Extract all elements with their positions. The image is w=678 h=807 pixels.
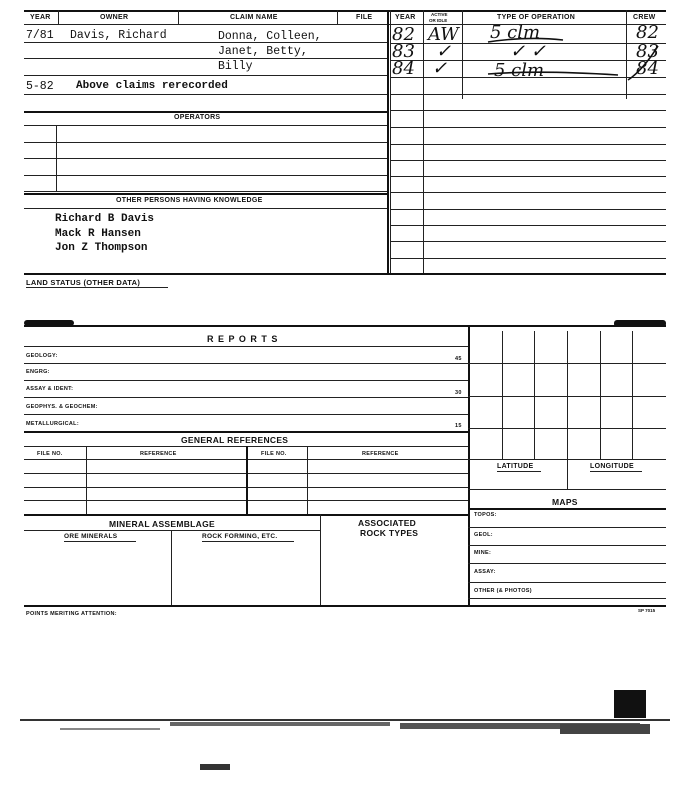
mineral-col-line [171, 530, 172, 605]
reports-row-line [24, 397, 468, 398]
activity-status-1: AW [428, 24, 459, 45]
maps-assay: ASSAY: [474, 569, 496, 575]
maps-other: OTHER (& PHOTOS) [474, 588, 532, 594]
claim-note-4: Above claims rerecorded [76, 80, 228, 92]
grid-col-line [502, 331, 503, 459]
land-status-underline [26, 287, 168, 288]
claims-row-line [24, 42, 387, 43]
handwritten-strokes [388, 20, 668, 100]
activity-row-line [390, 209, 666, 210]
activity-row-line [390, 127, 666, 128]
grid-col-line [534, 331, 535, 459]
grid-bottom-line [468, 489, 666, 490]
reports-row-line [24, 380, 468, 381]
grid-row-line [468, 363, 666, 364]
reports-title: R E P O R T S [207, 334, 279, 344]
claim-name-3: Billy [218, 60, 253, 73]
activity-row-line [390, 225, 666, 226]
maps-row-line [468, 545, 666, 546]
claim-name-1: Donna, Colleen, [218, 30, 322, 43]
grid-col-line [567, 331, 568, 489]
activity-year-1: 82 [392, 24, 415, 45]
activity-crew-2: 83 [636, 41, 659, 62]
knowledge-row-line [24, 208, 387, 209]
activity-row-line [390, 176, 666, 177]
top-section-bottom-line [24, 273, 666, 275]
ore-minerals-label: ORE MINERALS [64, 533, 118, 540]
grid-col-line [600, 331, 601, 459]
reports-bottom-line [24, 605, 666, 607]
general-refs-reference-1: REFERENCE [140, 451, 177, 457]
general-refs-col-line [246, 446, 248, 514]
reports-assay: ASSAY & IDENT: [26, 386, 74, 392]
grid-row-line [468, 459, 666, 460]
knowledge-person-1: Richard B Davis [55, 213, 155, 225]
activity-year-3: 84 [392, 58, 415, 79]
knowledge-person-3: Jon Z Thompson [55, 242, 148, 254]
general-refs-col-line [86, 446, 87, 514]
activity-year-2: 83 [392, 41, 415, 62]
grid-row-line [468, 428, 666, 429]
grid-row-line [468, 396, 666, 397]
header-or-idle: OR IDLE [429, 18, 448, 23]
reports-geophys: GEOPHYS. & GEOCHEM: [26, 404, 98, 410]
assoc-rock-types-2: ROCK TYPES [360, 528, 419, 538]
col-sep [58, 10, 59, 24]
maps-row-line [468, 563, 666, 564]
reports-num-30: 30 [455, 390, 462, 396]
rock-forming-label: ROCK FORMING, ETC. [202, 533, 278, 540]
operators-row-line [24, 175, 387, 176]
claim-name-2: Janet, Betty, [218, 45, 308, 58]
header-owner: OWNER [100, 14, 129, 21]
maps-row-line [468, 582, 666, 583]
longitude-label: LONGITUDE [590, 463, 634, 470]
operators-row-line [24, 158, 387, 159]
reports-top-line [24, 325, 666, 327]
maps-title: MAPS [552, 497, 578, 507]
maps-topos: TOPOS: [474, 512, 497, 518]
mineral-top-line [24, 514, 468, 516]
reports-metallurgical: METALLURGICAL: [26, 421, 79, 427]
claim-year-1: 7/81 [26, 29, 54, 42]
reports-row-line [24, 414, 468, 415]
general-refs-file-no-1: FILE NO. [37, 451, 63, 457]
mineral-title: MINERAL ASSEMBLAGE [109, 519, 215, 529]
col-sep [178, 10, 179, 24]
mineral-col-line [320, 514, 321, 605]
grid-col-line [632, 331, 633, 459]
knowledge-top-line [24, 193, 387, 195]
maps-geol: GEOL: [474, 532, 493, 538]
activity-operation-2: ✓ ✓ [510, 41, 546, 62]
operators-row-line [24, 142, 387, 143]
general-refs-top-line [24, 431, 468, 433]
scan-noise [20, 690, 670, 790]
maps-row-line [468, 527, 666, 528]
knowledge-person-2: Mack R Hansen [55, 228, 141, 240]
reports-row-line [24, 363, 468, 364]
activity-row-line [390, 241, 666, 242]
maps-mine: MINE: [474, 550, 492, 556]
reports-geology: GEOLOGY: [26, 353, 58, 359]
maps-row-line [468, 598, 666, 599]
general-refs-title: GENERAL REFERENCES [181, 435, 289, 445]
claim-owner-1: Davis, Richard [70, 29, 167, 42]
longitude-underline [590, 471, 642, 472]
reports-engrg: ENGRG: [26, 369, 50, 375]
header-active: ACTIVE [431, 12, 448, 17]
activity-crew-3: 84 [636, 58, 659, 79]
reports-row-line [24, 346, 468, 347]
col-sep [337, 10, 338, 24]
knowledge-title: OTHER PERSONS HAVING KNOWLEDGE [116, 197, 263, 204]
activity-status-2: ✓ [436, 41, 452, 62]
activity-operation-1: 5 clm [490, 22, 541, 43]
general-refs-col-line [307, 446, 308, 514]
form-number: SP 7015 [638, 608, 656, 613]
activity-row-line [390, 144, 666, 145]
operators-row-line [24, 125, 387, 126]
header-file: FILE [356, 14, 373, 21]
points-meriting-attention: POINTS MERITING ATTENTION: [26, 611, 117, 617]
operators-row-line [24, 191, 387, 192]
latitude-label: LATITUDE [497, 463, 534, 470]
reports-num-15: 15 [455, 423, 462, 429]
header-type-of-operation: TYPE OF OPERATION [497, 14, 576, 21]
claims-row-line [24, 75, 387, 76]
claims-row-line [24, 58, 387, 59]
top-border [24, 10, 666, 12]
operators-col-line [56, 125, 57, 191]
operators-top-line [24, 111, 387, 113]
activity-status-3: ✓ [432, 58, 448, 79]
header-year-2: YEAR [395, 14, 416, 21]
operators-title: OPERATORS [174, 114, 221, 121]
header-year: YEAR [30, 14, 51, 21]
general-refs-file-no-2: FILE NO. [261, 451, 287, 457]
reports-num-45: 45 [455, 356, 462, 362]
maps-row-line [468, 508, 666, 510]
rock-forming-underline [202, 541, 294, 542]
header-crew: CREW [633, 14, 656, 21]
claim-year-4: 5-82 [26, 80, 54, 93]
assoc-rock-types-1: ASSOCIATED [358, 518, 417, 528]
ore-minerals-underline [64, 541, 136, 542]
land-status-label: LAND STATUS (OTHER DATA) [26, 278, 141, 287]
activity-operation-3: 5 clm [494, 60, 545, 81]
activity-row-line [390, 110, 666, 111]
activity-crew-1: 82 [636, 22, 659, 43]
activity-row-line [390, 192, 666, 193]
general-refs-reference-2: REFERENCE [362, 451, 399, 457]
activity-row-line [390, 160, 666, 161]
header-claim-name: CLAIM NAME [230, 14, 278, 21]
mineral-row-line [24, 530, 320, 531]
activity-row-line [390, 258, 666, 259]
latitude-underline [497, 471, 541, 472]
claims-row-line [24, 94, 387, 95]
